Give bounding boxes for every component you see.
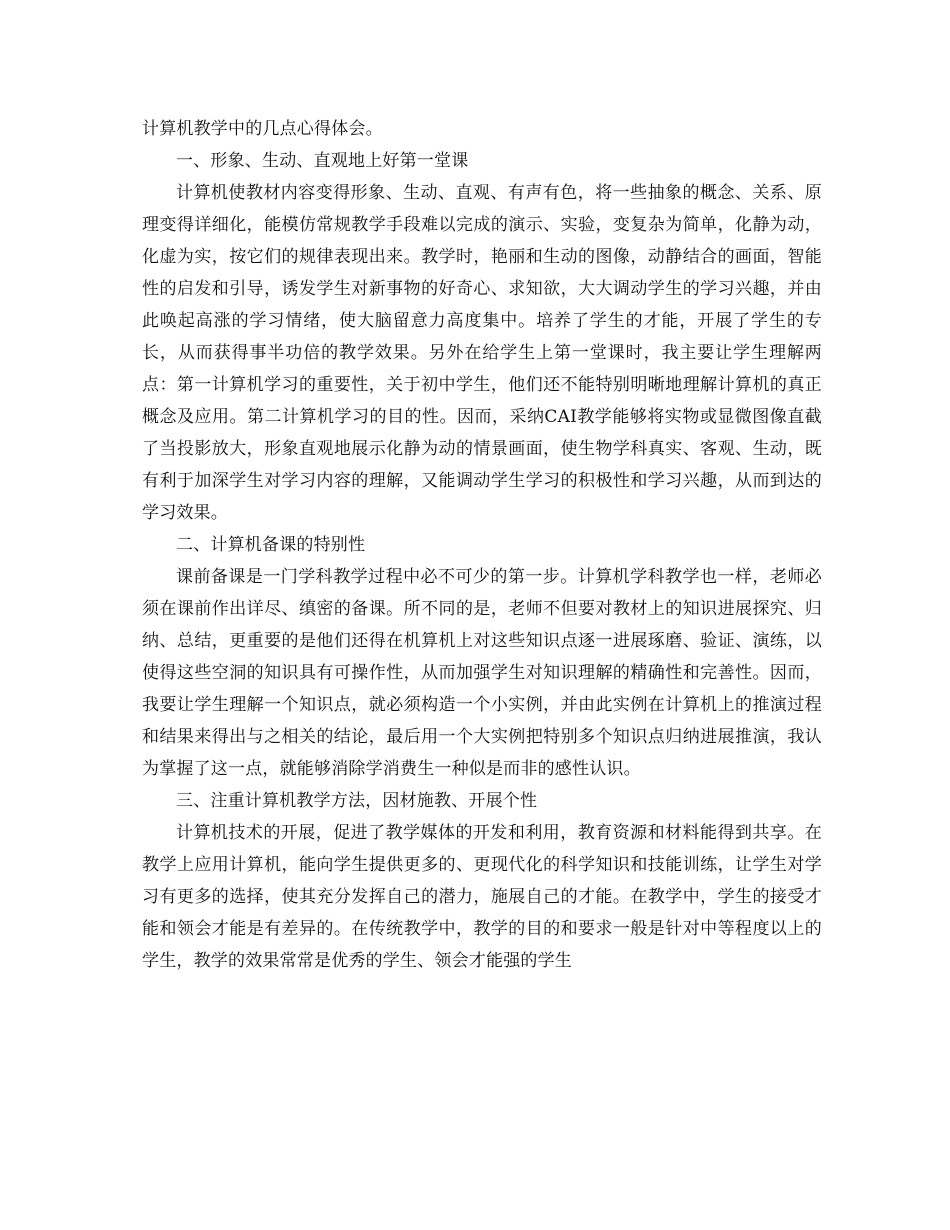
section-heading-1: 一、形象、生动、直观地上好第一堂课 [176,151,469,171]
section-paragraph-1: 计算机使教材内容变得形象、生动、直观、有声有色，将一些抽象的概念、关系、原理变得详细化，能模仿常规教学手段难以完成的演示、实验，变复杂为简单，化静为动，化虚为实，按它们的规律表现出来。教学时，艳丽和生动的图像，动静结合的画面，智能性的启发和引导，诱发学生对新事物的好奇心、求知欲，大大调动学生的学习兴趣，并由此唤起高涨的学习情绪，使大脑留意力高度集中。培养了学生的才能，开展了学生的专长，从而获得事半功倍的教学效果。另外在给学生上第一堂课时，我主要让学生理解两点：第一计算机学习的重要性，关于初中学生，他们还不能特别明晰地理解计算机的真正概念及应用。第二计算机学习的目的性。因而，采纳CAI教学能够将实物或显微图像直截了当投影放大，形象直观地展示化静为动的情景画面，使生物学科真实、客观、生动，既有利于加深学生对学习内容的理解，又能调动学生学习的积极性和学习兴趣，从而到达的学习效果。 [142,183,822,523]
section-heading-3: 三、注重计算机教学方法，因材施教、开展个性 [176,791,538,811]
section-paragraph-2: 课前备课是一门学科教学过程中必不可少的第一步。计算机学科教学也一样，老师必须在课前作出详尽、缜密的备课。所不同的是，老师不但要对教材上的知识进展探究、归纳、总结，更重要的是他们还得在机算机上对这些知识点逐一进展琢磨、验证、演练，以使得这些空洞的知识具有可操作性，从而加强学生对知识理解的精确性和完善性。因而，我要让学生理解一个知识点，就必须构造一个小实例，并由此实例在计算机上的推演过程和结果来得出与之相关的结论，最后用一个大实例把特别多个知识点归纳进展推演，我认为掌握了这一点，就能够消除学消费生一种似是而非的感性认识。 [142,567,822,779]
section-heading-2: 二、计算机备课的特别性 [176,535,366,555]
intro-line: 计算机教学中的几点心得体会。 [142,119,383,139]
section-paragraph-3: 计算机技术的开展，促进了教学媒体的开发和利用，教育资源和材料能得到共享。在教学上应用计算机，能向学生提供更多的、更现代化的科学知识和技能训练，让学生对学习有更多的选择，使其充分发挥自己的潜力，施展自己的才能。在教学中，学生的接受才能和领会才能是有差异的。在传统教学中，教学的目的和要求一般是针对中等程度以上的学生，教学的效果常常是优秀的学生、领会才能强的学生 [142,823,822,971]
document-body [142,113,822,977]
